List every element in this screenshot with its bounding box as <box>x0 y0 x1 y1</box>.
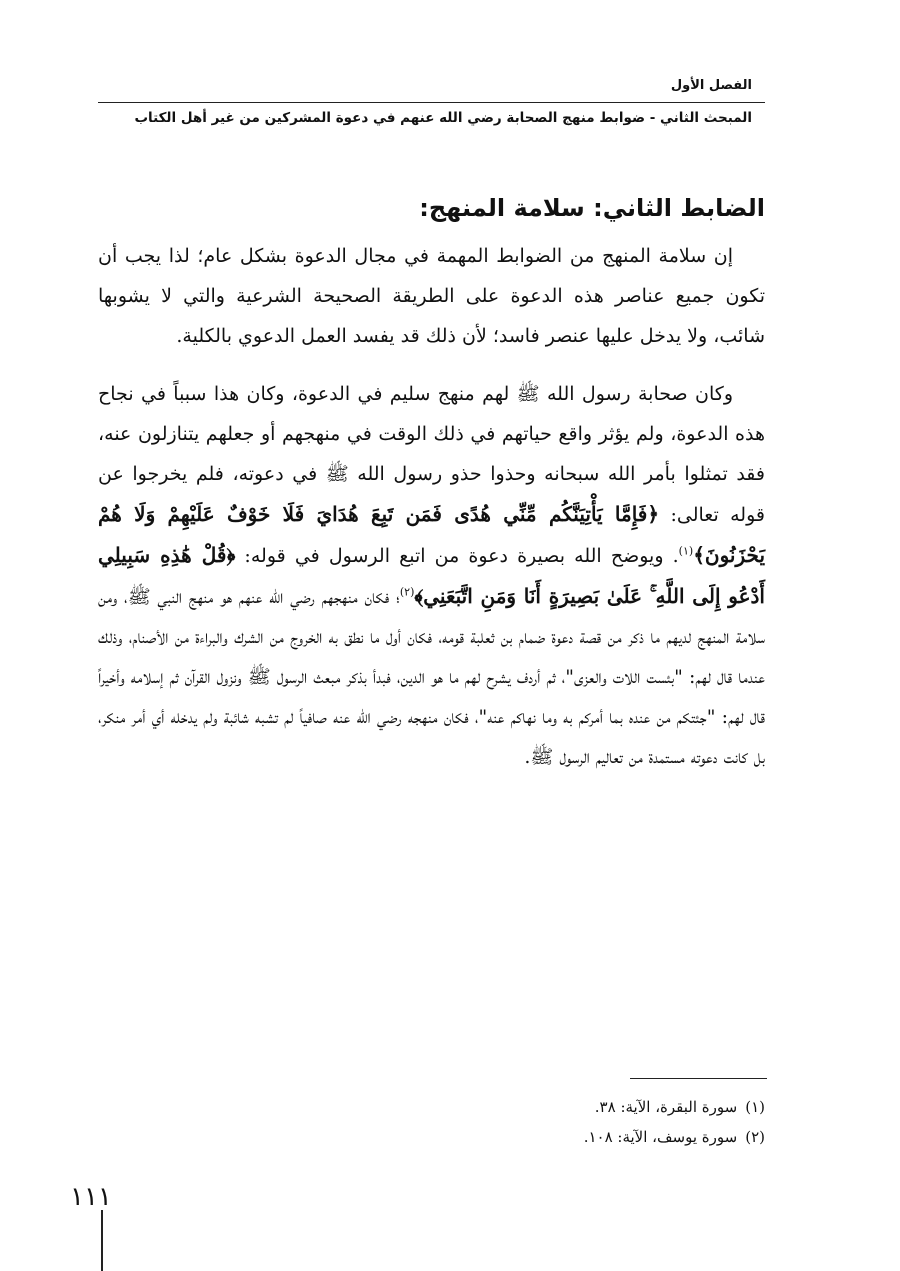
footnote-2 <box>584 1122 765 1152</box>
footnote-1-text: سورة البقرة، الآية: ٣٨. <box>594 1098 738 1116</box>
footnote-ref-2[interactable]: (٢) <box>399 585 415 599</box>
margin-line <box>101 1210 103 1271</box>
paragraph-1: إن سلامة المنهج من الضوابط المهمة في مجال الدعوة بشكل عام؛ لذا يجب أن تكون جميع عناصر هذه الدعوة على الطريقة الصحيحة الشرعية والتي لا يشوبها شائب، ولا يدخل عليها عنصر فاسد؛ لأن ذلك قد يفسد العمل الدعوي بالكلية. <box>98 245 765 347</box>
page-number: ١١١ <box>70 1182 112 1212</box>
footnote-ref-1[interactable]: (١) <box>678 544 694 558</box>
paragraph-2-text-2: . ويوضح الله بصيرة دعوة من اتبع الرسول في قوله: <box>235 545 679 567</box>
quran-verse-2: ﴿قُلْ هَٰذِهِ سَبِيلِي أَدْعُو إِلَى اللَّهِ ۚ عَلَىٰ بَصِيرَةٍ أَنَا وَمَنِ اتَّبَعَنِي﴾ <box>98 543 765 608</box>
running-header-section: المبحث الثاني - ضوابط منهج الصحابة رضي الله عنهم في دعوة المشركين من غير أهل الكتاب <box>134 110 752 126</box>
footnote-2-text: سورة يوسف، الآية: ١٠٨. <box>583 1128 738 1146</box>
paragraph-2 <box>98 374 765 777</box>
paragraph-2-text-1: وكان صحابة رسول الله ﷺ لهم منهج سليم في الدعوة، وكان هذا سبباً في نجاح هذه الدعوة، ولم يؤثر واقع حياتهم في ذلك الوقت في منهجهم أو جعلهم يتنازلون عنه، فقد تمثلوا بأمر الله سبحانه وحذوا حذو رسول الله ﷺ في دعوته، فلم يخرجوا عن قوله تعالى: <box>98 383 765 526</box>
section-heading: الضابط الثاني: سلامة المنهج: <box>419 194 765 222</box>
page-body <box>98 190 765 795</box>
footnote-1-number: (١) <box>745 1098 765 1116</box>
running-header-chapter: الفصل الأول <box>670 78 752 93</box>
paragraph-2-text-3: ؛ فكان منهجهم رضي الله عنهم هو منهج النبي ﷺ، ومن سلامة المنهج لديهم ما ذكر من قصة دعوة ضمام بن ثعلبة قومه، فكان أول ما نطق به الخروج من الشرك والبراءة من الأصنام، وذلك عندما قال لهم: "بئست اللات والعزى"، ثم أردف يشرح لهم ما هو الدين، فبدأ بذكر مبعث الرسول ﷺ ونزول القرآن ثم إسلامه وأخيراً قال لهم: "جئتكم من عنده بما أمركم به وما نهاكم عنه"، فكان منهجه رضي الله عنه صافياً لم تشبه شائبة ولم يدخله أي أمر منكر، بل كانت دعوته مستمدة من تعاليم الرسول ﷺ. <box>98 586 765 768</box>
quran-verse-1: ﴿فَإِمَّا يَأْتِيَنَّكُم مِّنِّي هُدًى فَمَن تَبِعَ هُدَايَ فَلَا خَوْفٌ عَلَيْهِمْ وَلَا هُمْ يَحْزَنُونَ﴾ <box>98 502 766 567</box>
footnote-rule <box>630 1078 767 1079</box>
footnotes <box>584 1092 765 1152</box>
header-rule <box>98 102 765 103</box>
footnote-1 <box>584 1092 765 1122</box>
footnote-2-number: (٢) <box>745 1128 765 1146</box>
